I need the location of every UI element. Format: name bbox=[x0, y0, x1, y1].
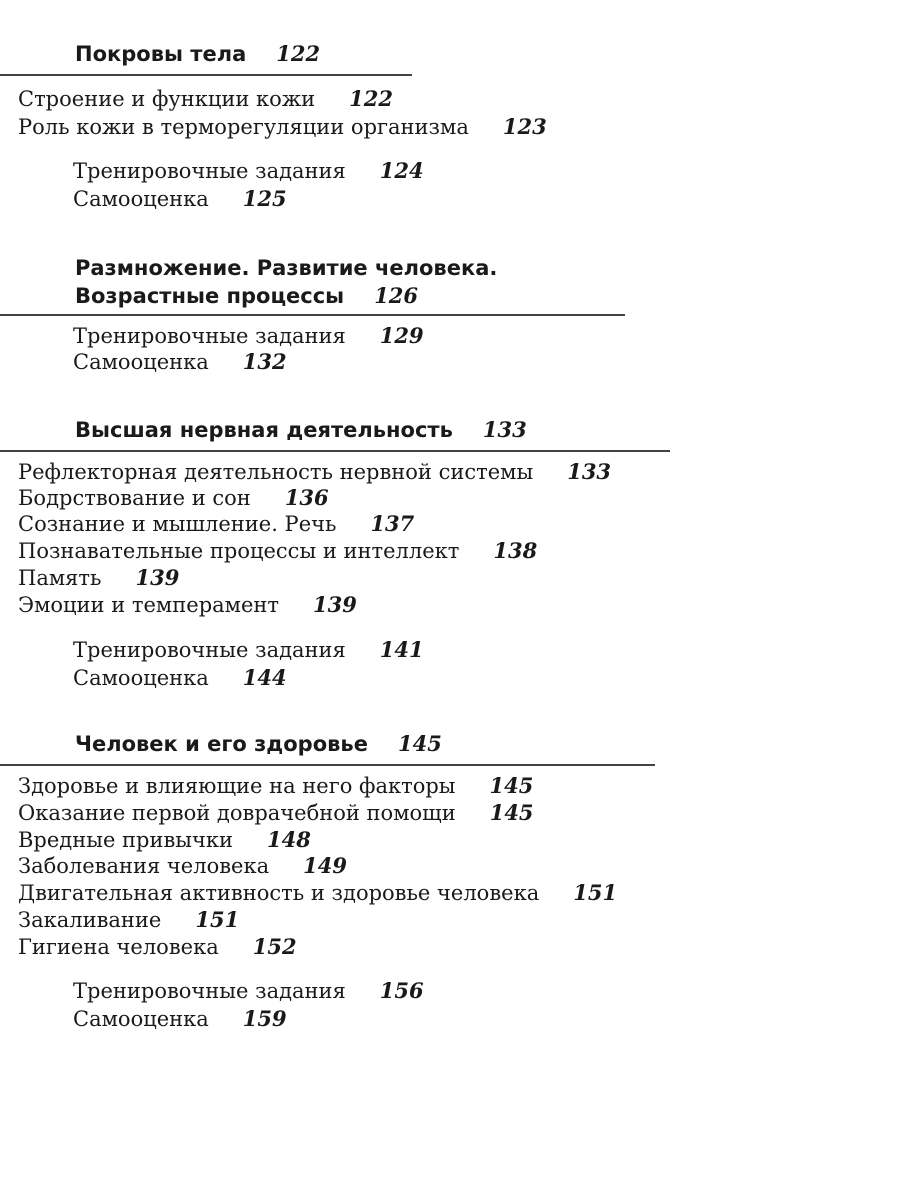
toc-entry-text: Гигиена человека bbox=[18, 935, 219, 959]
section-title bbox=[75, 282, 418, 310]
toc-entry bbox=[18, 826, 311, 854]
toc-entry-page: 136 bbox=[284, 485, 329, 510]
toc-entry-text: Двигательная активность и здоровье человека bbox=[18, 881, 540, 905]
toc-entry-text: Тренировочные задания bbox=[73, 979, 346, 1003]
toc-entry bbox=[18, 484, 329, 512]
toc-entry bbox=[18, 564, 179, 592]
section-title-text: Покровы тела bbox=[75, 42, 247, 66]
toc-entry-text: Самооценка bbox=[73, 187, 209, 211]
toc-entry-page: 141 bbox=[379, 637, 424, 662]
toc-entry-page: 123 bbox=[502, 114, 547, 139]
toc-entry-page: 159 bbox=[242, 1006, 287, 1031]
toc-entry bbox=[18, 510, 414, 538]
section-page-number: 145 bbox=[397, 731, 442, 756]
section-title-text: Высшая нервная деятельность bbox=[75, 418, 453, 442]
section-page-number: 133 bbox=[482, 417, 527, 442]
toc-entry bbox=[18, 772, 533, 800]
section-title-text: Возрастные процессы bbox=[75, 284, 345, 308]
section-title bbox=[75, 40, 320, 68]
toc-entry bbox=[18, 799, 534, 827]
toc-entry-page: 156 bbox=[379, 978, 424, 1003]
toc-entry-self-assessment bbox=[73, 348, 287, 376]
section-page-number: 122 bbox=[276, 41, 321, 66]
toc-entry-page: 151 bbox=[195, 907, 240, 932]
section-title-text: Размножение. Развитие человека. bbox=[75, 256, 498, 280]
toc-entry-text: Самооценка bbox=[73, 666, 209, 690]
toc-entry bbox=[18, 933, 297, 961]
toc-entry-text: Память bbox=[18, 566, 102, 590]
toc-entry-page: 149 bbox=[303, 853, 347, 878]
toc-entry bbox=[18, 85, 393, 113]
toc-entry-text: Сознание и мышление. Речь bbox=[18, 512, 337, 536]
toc-entry-page: 124 bbox=[379, 158, 424, 183]
toc-entry-page: 139 bbox=[313, 592, 357, 617]
section-divider bbox=[0, 450, 670, 452]
toc-entry-page: 145 bbox=[489, 800, 534, 825]
toc-entry-practice bbox=[73, 322, 424, 350]
toc-entry-text: Вредные привычки bbox=[18, 828, 234, 852]
section-page-number: 126 bbox=[374, 283, 419, 308]
toc-entry-text: Бодрствование и сон bbox=[18, 486, 251, 510]
toc-entry-text: Закаливание bbox=[18, 908, 162, 932]
toc-entry-text: Оказание первой доврачебной помощи bbox=[18, 801, 456, 825]
toc-entry bbox=[18, 906, 239, 934]
toc-entry-practice bbox=[73, 636, 424, 664]
toc-entry-text: Заболевания человека bbox=[18, 854, 270, 878]
toc-entry-practice bbox=[73, 157, 424, 185]
toc-entry-text: Здоровье и влияющие на него факторы bbox=[18, 774, 456, 798]
toc-entry-self-assessment bbox=[73, 1005, 287, 1033]
section-divider bbox=[0, 764, 655, 766]
toc-entry-text: Тренировочные задания bbox=[73, 159, 346, 183]
toc-entry-self-assessment bbox=[73, 185, 287, 213]
toc-entry bbox=[18, 879, 617, 907]
toc-entry-page: 122 bbox=[349, 86, 393, 111]
toc-entry-text: Роль кожи в терморегуляции организма bbox=[18, 115, 469, 139]
toc-entry-page: 129 bbox=[379, 323, 424, 348]
toc-entry-page: 125 bbox=[242, 186, 287, 211]
toc-entry-self-assessment bbox=[73, 664, 287, 692]
section-title bbox=[75, 254, 497, 282]
toc-entry bbox=[18, 458, 611, 486]
toc-entry-page: 144 bbox=[242, 665, 287, 690]
section-divider bbox=[0, 314, 625, 316]
toc-entry-page: 152 bbox=[252, 934, 297, 959]
toc-entry-page: 139 bbox=[135, 565, 180, 590]
toc-entry-text: Тренировочные задания bbox=[73, 324, 346, 348]
toc-entry-page: 133 bbox=[567, 459, 612, 484]
toc-entry-text: Строение и функции кожи bbox=[18, 87, 316, 111]
toc-entry-text: Познавательные процессы и интеллект bbox=[18, 539, 460, 563]
section-title bbox=[75, 730, 442, 758]
toc-entry-page: 137 bbox=[370, 511, 415, 536]
section-title-text: Человек и его здоровье bbox=[75, 732, 368, 756]
toc-entry bbox=[18, 113, 547, 141]
toc-entry-text: Рефлекторная деятельность нервной системы bbox=[18, 460, 534, 484]
toc-entry-text: Эмоции и темперамент bbox=[18, 593, 280, 617]
toc-entry-page: 148 bbox=[267, 827, 311, 852]
toc-entry bbox=[18, 852, 347, 880]
toc-entry-text: Самооценка bbox=[73, 350, 209, 374]
toc-entry-page: 132 bbox=[242, 349, 287, 374]
section-title bbox=[75, 416, 527, 444]
toc-entry bbox=[18, 537, 537, 565]
toc-entry-text: Самооценка bbox=[73, 1007, 209, 1031]
section-divider bbox=[0, 74, 412, 76]
toc-entry-text: Тренировочные задания bbox=[73, 638, 346, 662]
toc-entry-page: 151 bbox=[573, 880, 618, 905]
toc-entry-page: 145 bbox=[489, 773, 534, 798]
toc-entry-page: 138 bbox=[493, 538, 538, 563]
toc-entry-practice bbox=[73, 977, 424, 1005]
toc-entry bbox=[18, 591, 357, 619]
